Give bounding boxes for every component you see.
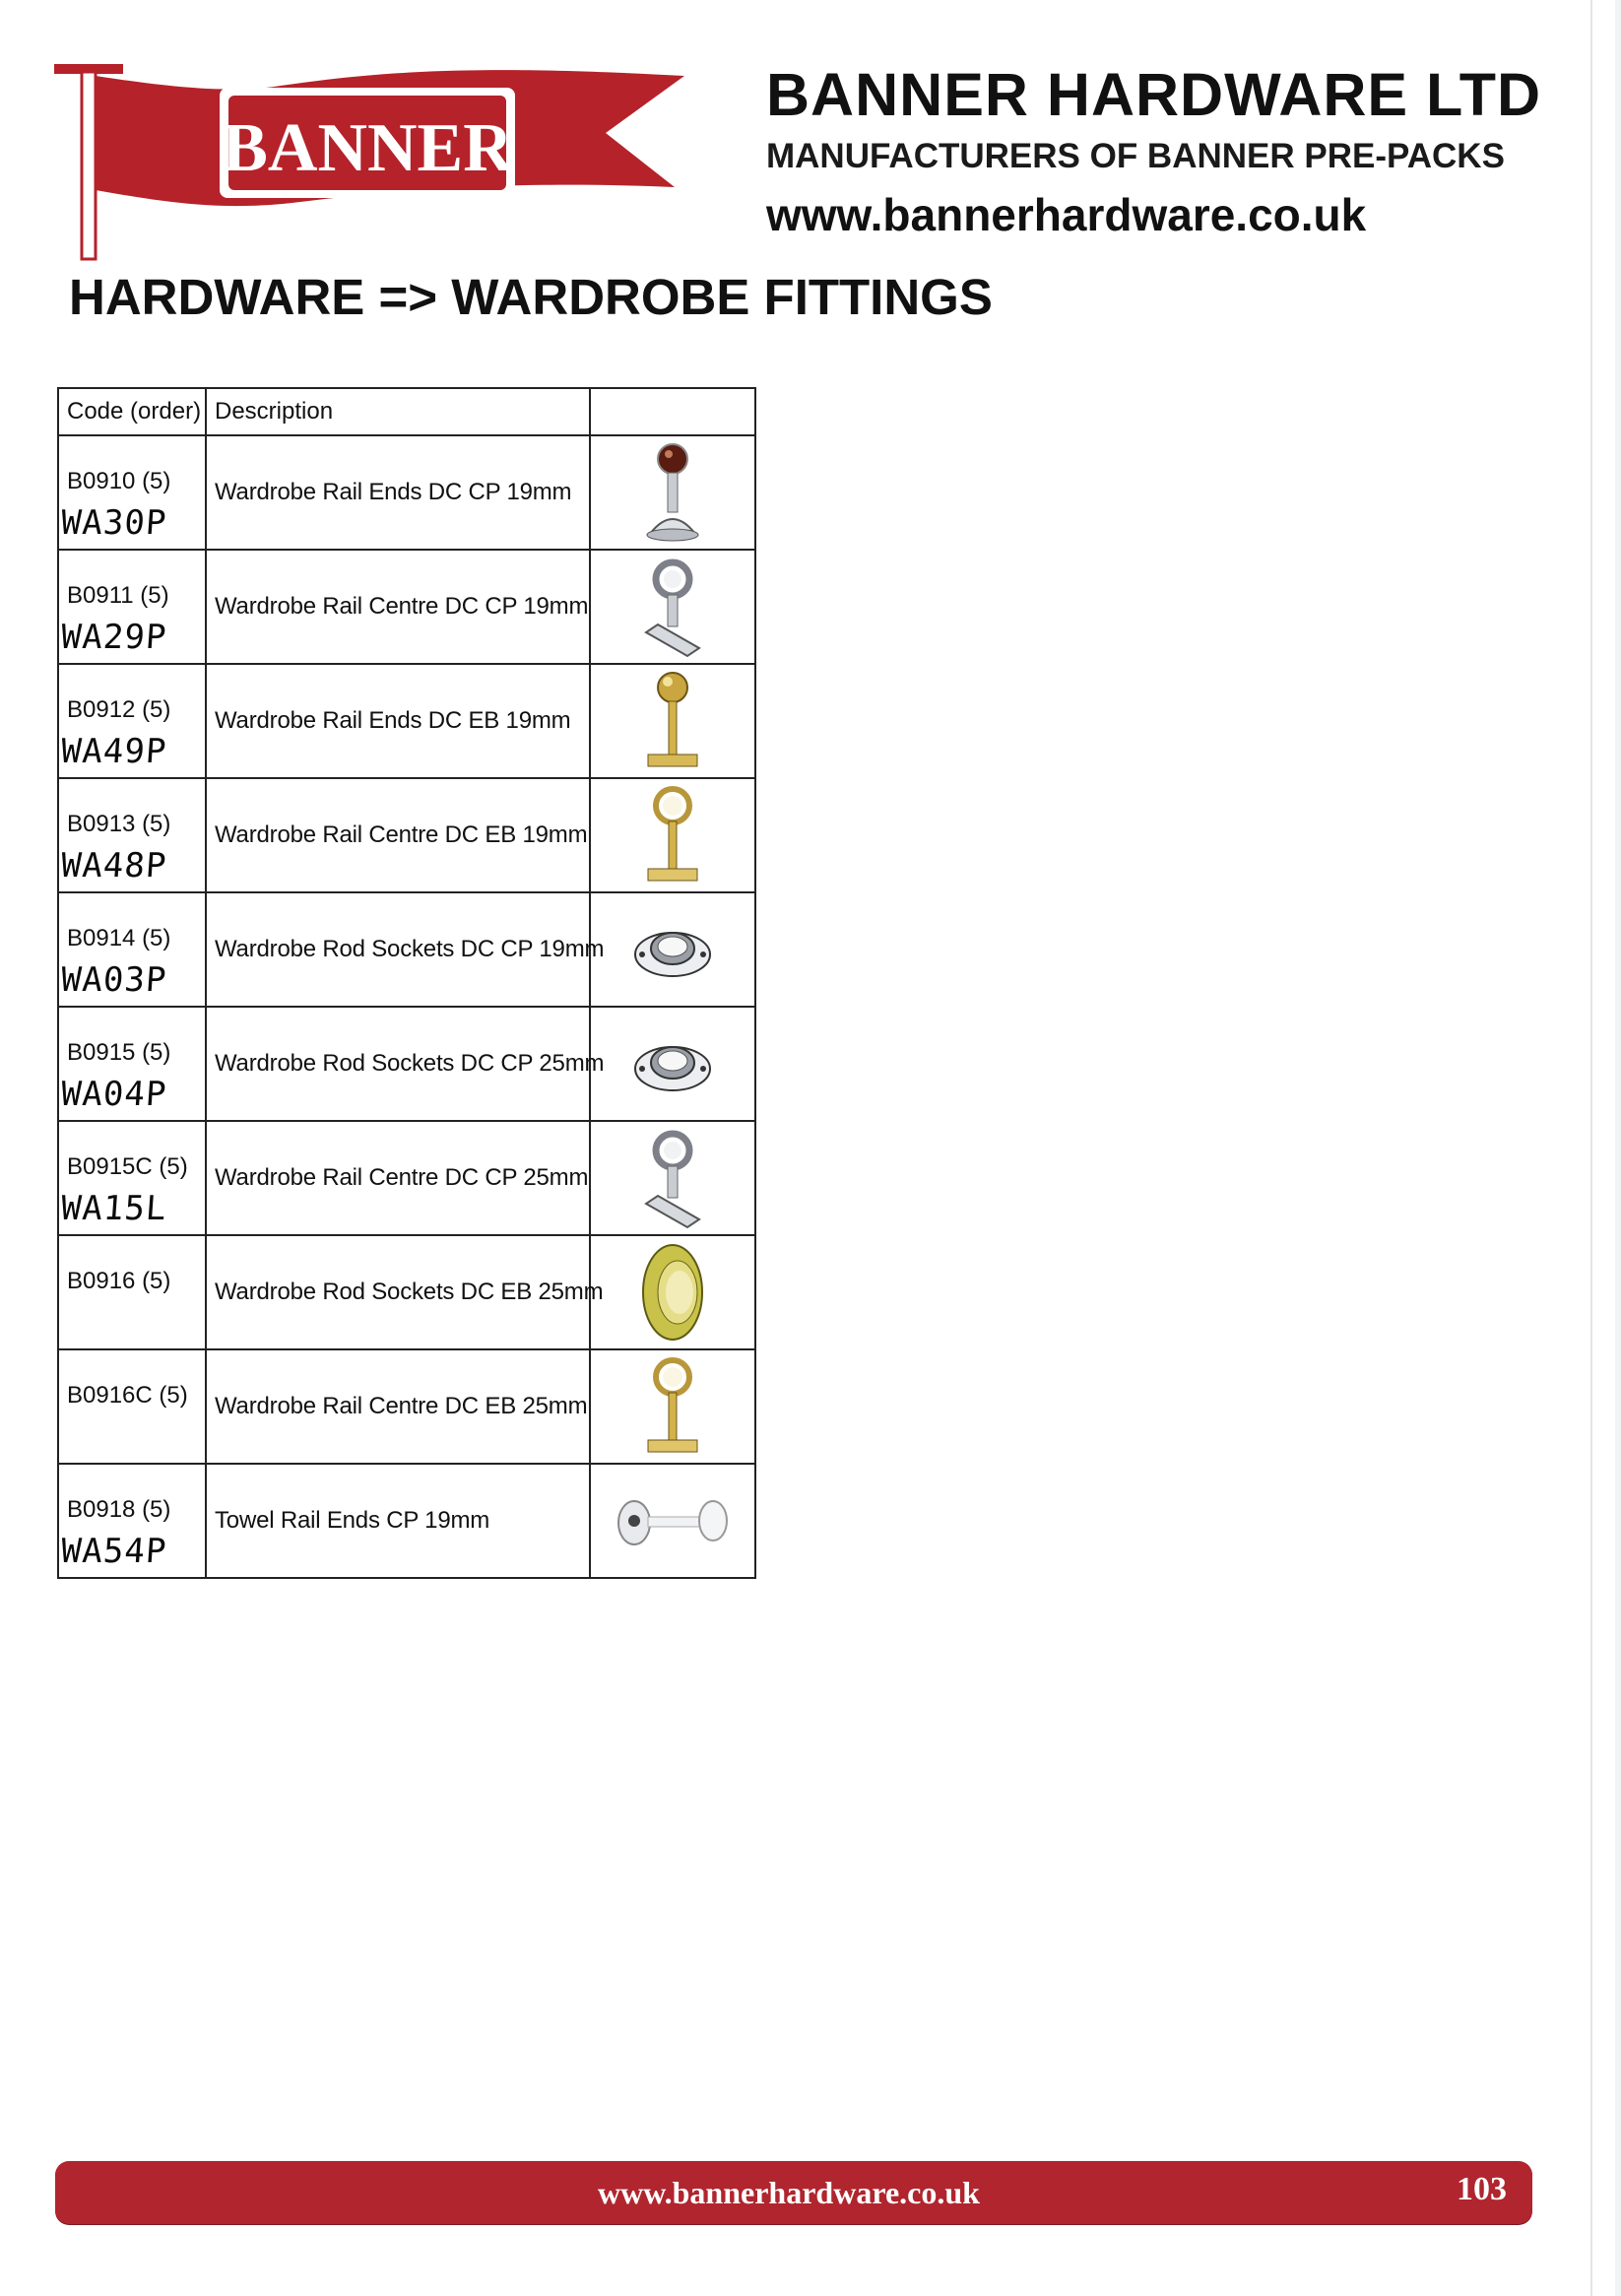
product-code-cell	[58, 1007, 206, 1121]
rail-end-brass-icon	[590, 664, 755, 778]
table-row	[58, 1121, 755, 1235]
product-code: B0912 (5)	[67, 696, 171, 723]
product-code: B0914 (5)	[67, 925, 171, 951]
rail-centre-chrome-icon	[590, 1121, 755, 1235]
table-row	[58, 1007, 755, 1121]
product-code-cell	[58, 550, 206, 664]
rod-socket-brass-icon	[590, 1235, 755, 1349]
flagpole	[82, 72, 96, 259]
product-code-cell	[58, 1235, 206, 1349]
product-description: Wardrobe Rail Ends DC CP 19mm	[206, 435, 590, 550]
product-code: B0915C (5)	[67, 1153, 188, 1180]
product-code: B0910 (5)	[67, 468, 171, 494]
product-code: B0911 (5)	[67, 582, 169, 609]
product-code: B0915 (5)	[67, 1039, 171, 1066]
product-description: Wardrobe Rail Centre DC CP 25mm	[206, 1121, 590, 1235]
product-code-cell	[58, 664, 206, 778]
header-code: Code (order)	[58, 388, 206, 435]
table-row	[58, 778, 755, 892]
header-image	[590, 388, 755, 435]
product-code: B0916 (5)	[67, 1268, 171, 1294]
product-description: Wardrobe Rail Ends DC EB 19mm	[206, 664, 590, 778]
product-code: B0913 (5)	[67, 811, 171, 837]
rail-centre-chrome-icon	[590, 550, 755, 664]
product-code: B0918 (5)	[67, 1496, 171, 1523]
handwritten-code: WA54P	[59, 1532, 168, 1571]
handwritten-code: WA03P	[59, 960, 168, 1000]
footer-url[interactable]: www.bannerhardware.co.uk	[598, 2175, 980, 2210]
section-title: HARDWARE => WARDROBE FITTINGS	[69, 269, 993, 325]
table-row	[58, 1464, 755, 1578]
towel-rail-end-icon	[590, 1464, 755, 1578]
product-description: Wardrobe Rod Sockets DC CP 25mm	[206, 1007, 590, 1121]
product-code-cell	[58, 778, 206, 892]
handwritten-code: WA15L	[59, 1189, 168, 1228]
product-description: Wardrobe Rod Sockets DC EB 25mm	[206, 1235, 590, 1349]
product-code-cell	[58, 892, 206, 1007]
rod-socket-chrome-icon	[590, 892, 755, 1007]
rail-end-chrome-icon	[590, 435, 755, 550]
product-code-cell	[58, 1121, 206, 1235]
handwritten-code: WA30P	[59, 503, 168, 543]
product-description: Towel Rail Ends CP 19mm	[206, 1464, 590, 1578]
header-description: Description	[206, 388, 590, 435]
footer-bar	[55, 2161, 1532, 2224]
rail-centre-brass-icon	[590, 1349, 755, 1464]
product-description: Wardrobe Rail Centre DC EB 19mm	[206, 778, 590, 892]
product-code-cell	[58, 1464, 206, 1578]
scan-edge-shadow	[1615, 0, 1621, 2296]
rod-socket-chrome-icon	[590, 1007, 755, 1121]
handwritten-code: WA29P	[59, 618, 168, 657]
product-code: B0916C (5)	[67, 1382, 188, 1409]
handwritten-code: WA48P	[59, 846, 168, 886]
product-description: Wardrobe Rod Sockets DC CP 19mm	[206, 892, 590, 1007]
company-header	[766, 61, 1554, 241]
table-row	[58, 435, 755, 550]
company-url[interactable]: www.bannerhardware.co.uk	[766, 189, 1367, 240]
table-row	[58, 550, 755, 664]
company-subtitle: MANUFACTURERS OF BANNER PRE-PACKS	[766, 137, 1505, 175]
page-number: 103	[1457, 2171, 1507, 2207]
table-header-row	[58, 388, 755, 435]
product-table	[57, 387, 756, 1579]
table-row	[58, 664, 755, 778]
product-code-cell	[58, 1349, 206, 1464]
table-row	[58, 892, 755, 1007]
logo-text: BANNER	[222, 110, 513, 186]
table-row	[58, 1235, 755, 1349]
handwritten-code: WA04P	[59, 1075, 168, 1114]
product-code-cell	[58, 435, 206, 550]
scan-edge	[1590, 0, 1592, 2296]
table-row	[58, 1349, 755, 1464]
product-description: Wardrobe Rail Centre DC CP 19mm	[206, 550, 590, 664]
product-description: Wardrobe Rail Centre DC EB 25mm	[206, 1349, 590, 1464]
banner-logo	[54, 54, 684, 266]
company-name: BANNER HARDWARE LTD	[766, 61, 1542, 128]
rail-centre-brass-icon	[590, 778, 755, 892]
handwritten-code: WA49P	[59, 732, 168, 771]
